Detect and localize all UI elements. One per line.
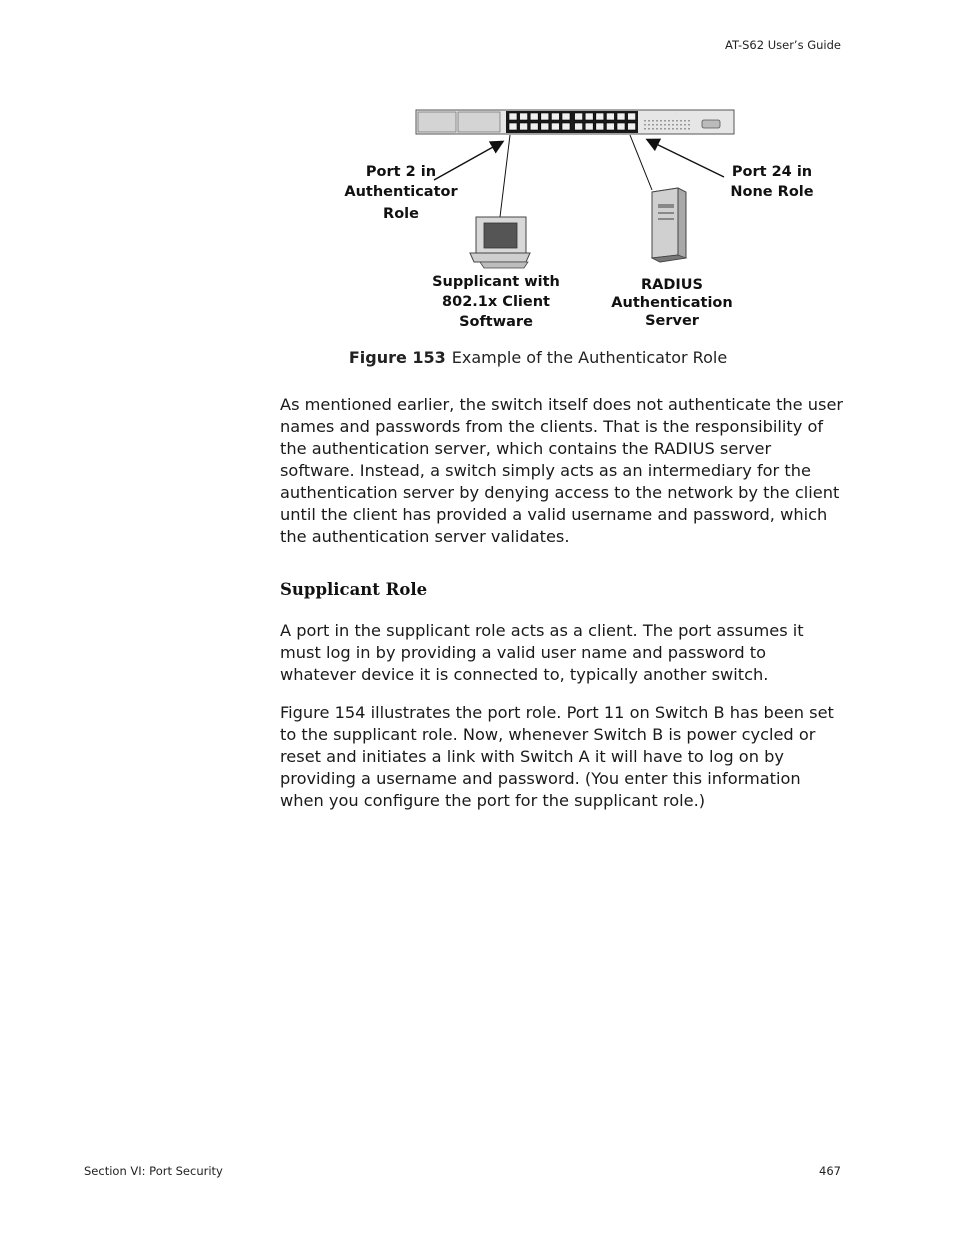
switch-port [628, 123, 636, 130]
status-led [668, 124, 670, 126]
status-led [648, 128, 650, 130]
server-tower-icon [652, 188, 686, 262]
paragraph-supplicant-intro: A port in the supplicant role acts as a client. The port assumes it must log in by providing a valid user name and password to whatever device it is connected to, typically another switch. [280, 621, 804, 684]
status-led [652, 124, 654, 126]
status-led [648, 120, 650, 122]
status-led [656, 124, 658, 126]
status-led [684, 128, 686, 130]
status-led [644, 128, 646, 130]
status-led [676, 128, 678, 130]
status-led [676, 120, 678, 122]
page-number: 467 [819, 1164, 841, 1178]
switch-port [509, 123, 517, 130]
status-led [668, 120, 670, 122]
link-supplicant [500, 135, 510, 217]
switch-port [575, 113, 583, 120]
switch-port [551, 113, 559, 120]
status-led [684, 124, 686, 126]
switch-port [562, 123, 570, 130]
status-led [680, 120, 682, 122]
switch-port [628, 113, 636, 120]
switch-port [509, 113, 517, 120]
switch-device [416, 110, 734, 134]
status-led [656, 120, 658, 122]
computer-icon [470, 217, 530, 268]
switch-port [585, 113, 593, 120]
status-led [656, 128, 658, 130]
status-led [688, 128, 690, 130]
switch-port [585, 123, 593, 130]
figure-caption-text: Example of the Authenticator Role [451, 348, 728, 367]
status-led [652, 120, 654, 122]
paragraph-supplicant-example: Figure 154 illustrates the port role. Port 11 on Switch B has been set to the supplicant role. Now, whenever Switch B is power cycled or reset and initiates a link with Switch A it will have to log on by providing a username and password. (You enter this information when you configure the port for the supplicant role.) [280, 703, 834, 810]
switch-port [530, 113, 538, 120]
label-supplicant: Supplicant with 802.1x Client Software [432, 274, 560, 330]
header-title: AT-S62 User’s Guide [725, 38, 841, 52]
label-port24-none: Port 24 in None Role [730, 164, 814, 200]
status-led [664, 120, 666, 122]
status-led [660, 120, 662, 122]
figure-authenticator-role [330, 100, 860, 340]
svg-text:.: . [675, 111, 676, 115]
status-led [680, 128, 682, 130]
status-led [660, 128, 662, 130]
status-led [688, 120, 690, 122]
status-led [644, 120, 646, 122]
figure-caption [0, 348, 954, 367]
status-led [676, 124, 678, 126]
switch-port [520, 123, 528, 130]
switch-port [606, 123, 614, 130]
status-led [672, 128, 674, 130]
status-led [684, 120, 686, 122]
status-led [660, 124, 662, 126]
status-led [672, 124, 674, 126]
status-led [680, 124, 682, 126]
switch-port [617, 113, 625, 120]
switch-port [551, 123, 559, 130]
heading-supplicant-role: Supplicant Role [280, 580, 428, 599]
status-led [648, 124, 650, 126]
label-radius-server: RADIUS Authentication Server [611, 277, 733, 329]
label-port2-authenticator: Port 2 in Authenticator Role [344, 164, 458, 222]
status-led [668, 128, 670, 130]
status-led [644, 124, 646, 126]
switch-port [520, 113, 528, 120]
status-led [672, 120, 674, 122]
switch-port [596, 113, 604, 120]
status-led [664, 128, 666, 130]
figure-number: Figure 153 [348, 348, 446, 367]
switch-port [541, 123, 549, 130]
link-radius [630, 135, 652, 190]
switch-port [617, 123, 625, 130]
switch-port [541, 113, 549, 120]
status-led [688, 124, 690, 126]
switch-port [606, 113, 614, 120]
switch-port [530, 123, 538, 130]
status-led [664, 124, 666, 126]
arrow-port24 [648, 140, 724, 177]
switch-port [575, 123, 583, 130]
paragraph-authenticator: As mentioned earlier, the switch itself does not authenticate the user names and passwords from the clients. That is the responsibility of the authentication server, which contains the RADIUS server software. Instead, a switch simply acts as an intermediary for the authentication server by denying access to the network by the client until the client has provided a valid username and password, which the authentication server validates. [280, 395, 844, 546]
switch-port [562, 113, 570, 120]
switch-port [596, 123, 604, 130]
status-led [652, 128, 654, 130]
footer-section: Section VI: Port Security [84, 1164, 223, 1178]
